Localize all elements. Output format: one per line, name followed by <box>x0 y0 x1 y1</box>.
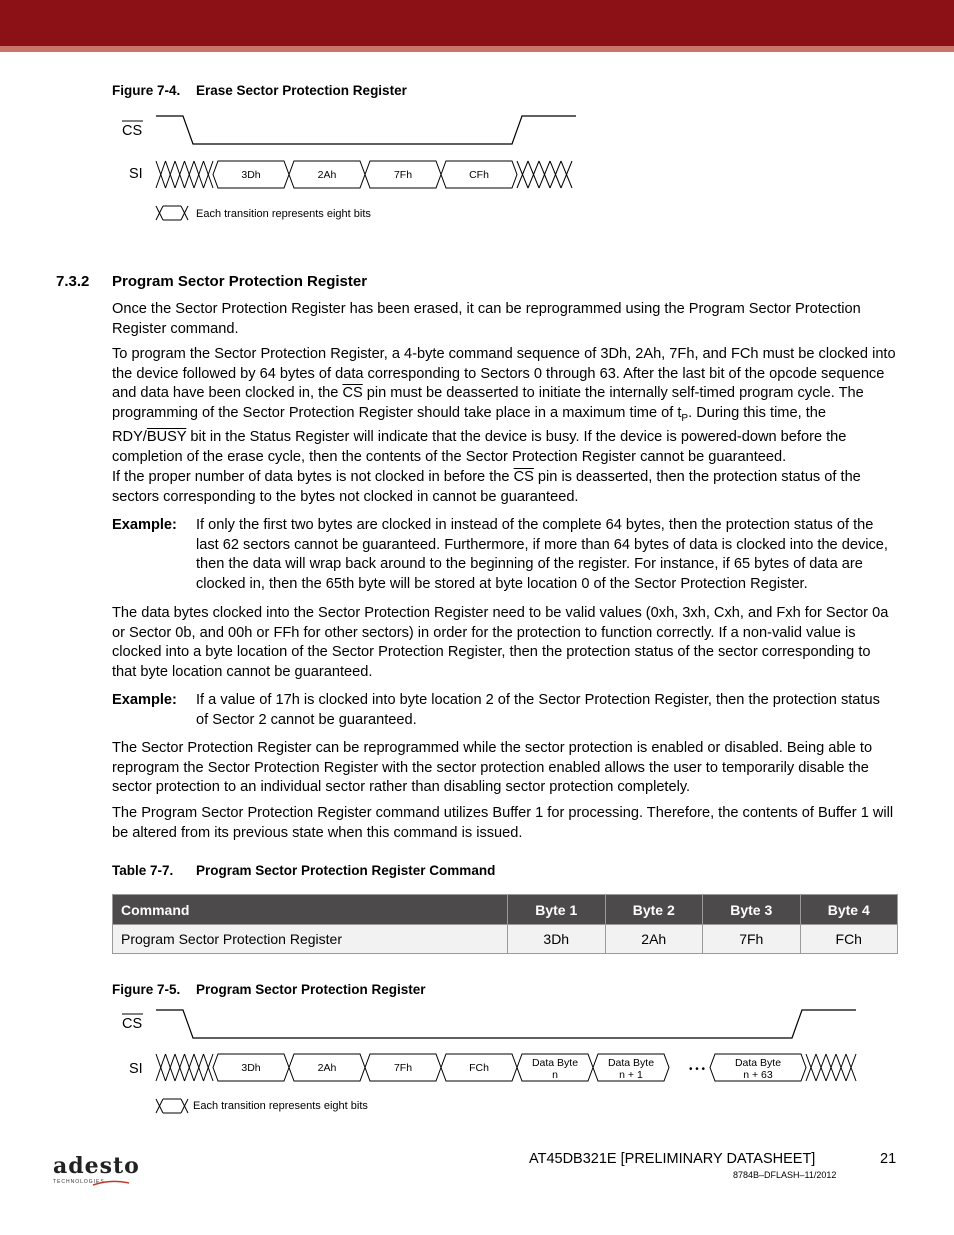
table-header-byte4: Byte 4 <box>800 895 898 925</box>
fig4-legend-symbol <box>156 206 188 220</box>
header-bar <box>0 0 954 46</box>
table-7-7-number: Table 7-7. <box>112 863 174 878</box>
table-header-byte2: Byte 2 <box>605 895 703 925</box>
paragraph-4: The data bytes clocked into the Sector Protection Register need to be valid values (0xh, 3xh, Cxh, and Fxh for Sector 0a or Sector 0b, and 00h or FFh for other sectors) in order for the protection to function correctly. If a non-valid value is clocked into a byte location of the Sector Protection Register, then the protection status of the sector corresponding to that byte location cannot be guaranteed. <box>112 605 889 680</box>
figure-7-4-title: Erase Sector Protection Register <box>196 83 407 98</box>
fig5-cs-waveform <box>156 1010 856 1038</box>
logo-subtext: TECHNOLOGIES <box>53 1179 105 1185</box>
fig5-legend-symbol <box>156 1099 188 1113</box>
paragraph-3: If the proper number of data bytes is not clocked in before the $\overline{CS}$ pin is deasserted, then the protection status of the sectors corresponding to the bytes not clocked in cannot be guaranteed. <box>112 469 861 505</box>
table-header-command: Command <box>113 895 508 925</box>
table-cell-byte2: 2Ah <box>605 925 703 954</box>
table-cell-command: Program Sector Protection Register <box>113 925 508 954</box>
logo-swoosh-icon <box>53 1179 133 1187</box>
paragraph-5: The Sector Protection Register can be reprogrammed while the sector protection is enabled or disabled. Being able to reprogram the Sector Protection Register with the sector protection enabled allows the user to temporarily disable the sector protection to an individual sector rather than disabling sector protection completely. <box>112 740 873 796</box>
fig5-cs-label: CS <box>122 1016 143 1032</box>
table-header-byte3: Byte 3 <box>703 895 801 925</box>
example-2-label: Example: <box>112 692 177 708</box>
table-7-7-title: Program Sector Protection Register Command <box>196 863 496 878</box>
section-number: 7.3.2 <box>56 273 90 290</box>
fig5-data-byte-line2-1: n <box>552 1069 558 1081</box>
table-cell-byte1: 3Dh <box>508 925 606 954</box>
header-stripe <box>0 46 954 52</box>
fig4-byte-label-1: 3Dh <box>241 169 261 181</box>
cs-signal-name: $\overline{CS}$ <box>342 385 363 402</box>
figure-7-5-caption <box>112 982 426 997</box>
fig5-data-byte-line1-1: Data Byte <box>531 1057 579 1069</box>
fig4-byte-label-3: 7Fh <box>393 169 413 181</box>
figure-7-5-number: Figure 7-5. <box>112 982 181 997</box>
fig5-byte-label-2: 2Ah <box>317 1062 337 1074</box>
table-7-7-caption <box>112 863 495 878</box>
fig5-byte-label-4: FCh <box>469 1062 489 1074</box>
fig5-si-waveform <box>156 1054 856 1081</box>
example-1-text: If only the first two bytes are clocked in instead of the complete 64 bytes, then the protection status of the last 62 sectors cannot be guaranteed. Furthermore, if more than 64 bytes of data is clocked into the device, then the data will wrap back around to the beginning of the register. For instance, if 65 bytes of data are clocked in, then the 65th byte will be stored at byte location 0 of the Sector Protection Register. <box>196 517 888 592</box>
command-table <box>112 894 898 954</box>
example-2 <box>112 691 896 730</box>
fig5-data-byte-line1-2: Data Byte <box>607 1057 655 1069</box>
fig4-si-waveform <box>156 161 572 188</box>
table-cell-byte3: 7Fh <box>703 925 801 954</box>
fig4-si-label: SI <box>129 166 143 182</box>
footer-doc-title: AT45DB321E [PRELIMINARY DATASHEET] <box>529 1151 816 1167</box>
table-header-row <box>113 895 898 925</box>
figure-7-4-caption <box>112 83 407 98</box>
paragraph-2: To program the Sector Protection Register, a 4-byte command sequence of 3Dh, 2Ah, 7Fh, and FCh must be clocked into the device followed by 64 bytes of data corresponding to Sectors 0 through 63. After the last bit of the opcode sequence and data have been clocked in, the $\overline{CS}$ pin must be deasserted to initiate the internally self-timed program cycle. The programming of the Sector Protection Register should take place in a maximum time of $t_P$. During this time, the RDY/BUSY bit in the Status Register will indicate that the device is busy. If the device is powered-down before the completion of the erase cycle, then the contents of the Sector Protection Register cannot be guaranteed. <box>112 346 896 465</box>
paragraph-1: Once the Sector Protection Register has been erased, it can be reprogrammed using the Program Sector Protection Register command. <box>112 301 861 337</box>
fig4-byte-label-4: CFh <box>469 169 489 181</box>
busy-signal-name: BUSY <box>146 429 187 446</box>
fig5-data-byte-line2-3: n + 63 <box>743 1069 773 1081</box>
figure-7-5-title: Program Sector Protection Register <box>196 982 426 997</box>
fig5-legend-text: Each transition represents eight bits <box>193 1100 368 1112</box>
table-cell-byte4: FCh <box>800 925 898 954</box>
table-row <box>113 925 898 954</box>
logo-wordmark: adesto <box>53 1153 140 1179</box>
example-2-text: If a value of 17h is clocked into byte location 2 of the Sector Protection Register, then the protection status of Sector 2 cannot be guaranteed. <box>196 692 880 728</box>
example-1-label: Example: <box>112 517 177 533</box>
section-title: Program Sector Protection Register <box>112 273 368 290</box>
fig5-data-byte-line1-3: Data Byte <box>734 1057 782 1069</box>
figure-7-5-diagram <box>0 1000 954 1120</box>
fig5-byte-label-3: 7Fh <box>393 1062 413 1074</box>
page-number: 21 <box>880 1151 897 1167</box>
adesto-logo <box>53 1155 140 1185</box>
fig5-data-byte-line2-2: n + 1 <box>619 1069 643 1081</box>
fig4-legend-text: Each transition represents eight bits <box>196 208 371 220</box>
figure-7-4-diagram <box>0 100 954 230</box>
paragraph-6: The Program Sector Protection Register command utilizes Buffer 1 for processing. Therefore, the contents of Buffer 1 will be altered from its previous state when this command is issued. <box>112 805 894 841</box>
fig4-cs-label: CS <box>122 123 143 139</box>
footer-doc-code: 8784B–DFLASH–11/2012 <box>733 1170 837 1180</box>
figure-7-4-number: Figure 7-4. <box>112 83 181 98</box>
table-header-byte1: Byte 1 <box>508 895 606 925</box>
example-1 <box>112 516 896 594</box>
fig5-ellipsis: • • • <box>688 1064 706 1075</box>
fig5-byte-label-1: 3Dh <box>241 1062 261 1074</box>
fig4-cs-waveform <box>156 116 576 144</box>
cs-signal-name: $\overline{CS}$ <box>513 469 534 485</box>
fig5-si-label: SI <box>129 1061 143 1077</box>
fig4-byte-label-2: 2Ah <box>317 169 337 181</box>
